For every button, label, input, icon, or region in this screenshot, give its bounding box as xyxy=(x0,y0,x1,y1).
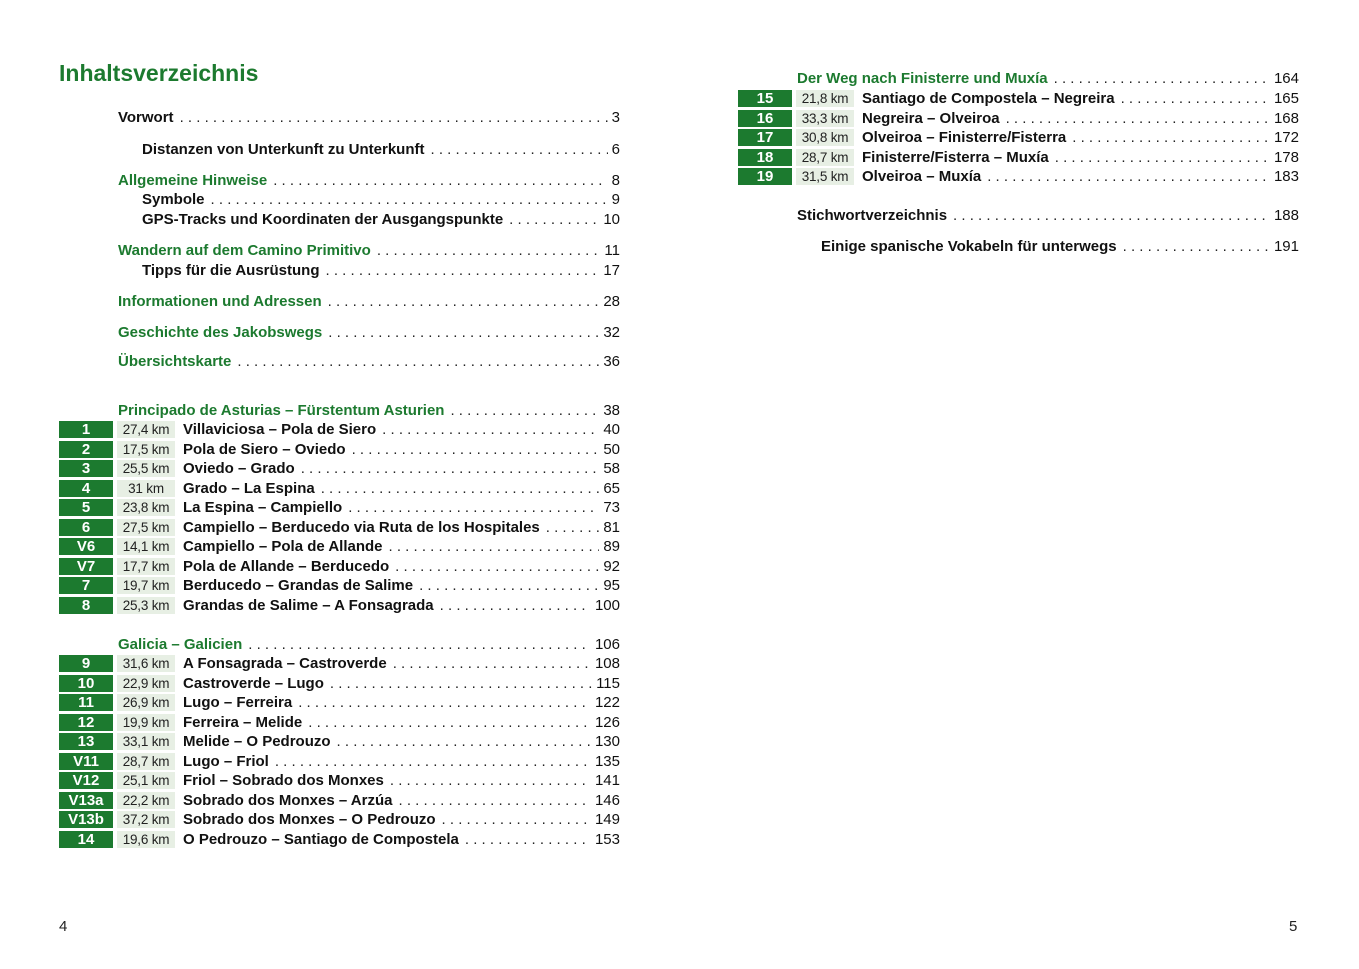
stage-number-badge: 9 xyxy=(59,655,113,672)
stage-label: Finisterre/Fisterra – Muxía xyxy=(862,149,1049,166)
stage-page: 58 xyxy=(603,460,620,477)
dot-leader xyxy=(440,597,591,614)
dot-leader xyxy=(248,635,591,654)
dot-leader xyxy=(298,694,591,711)
stage-page: 130 xyxy=(594,733,620,750)
stage-page: 141 xyxy=(594,772,620,789)
stage-entry[interactable] xyxy=(59,733,620,750)
stage-number-badge: 19 xyxy=(738,168,792,185)
dot-leader xyxy=(431,140,608,159)
stage-distance: 17,7 km xyxy=(117,558,175,575)
toc-entry-label: Tipps für die Ausrüstung xyxy=(142,262,320,279)
toc-entry-label: Einige spanische Vokabeln für unterwegs xyxy=(821,238,1117,255)
toc-entry-page: 17 xyxy=(603,262,620,279)
toc-entry-label: Stichwortverzeichnis xyxy=(797,207,948,224)
stage-number-badge: 3 xyxy=(59,460,113,477)
stage-page: 108 xyxy=(594,655,620,672)
stage-distance: 19,9 km xyxy=(117,714,175,731)
dot-leader xyxy=(1123,237,1270,256)
stage-distance: 19,7 km xyxy=(117,577,175,594)
stage-distance: 33,1 km xyxy=(117,733,175,750)
stage-label: Villaviciosa – Pola de Siero xyxy=(183,421,377,438)
dot-leader xyxy=(390,772,591,789)
toc-entry[interactable] xyxy=(118,635,620,654)
stage-entry[interactable] xyxy=(59,499,620,516)
stage-number-badge: 11 xyxy=(59,694,113,711)
stage-number-badge: V7 xyxy=(59,558,113,575)
toc-entry-page: 36 xyxy=(603,353,620,370)
stage-number-badge: 2 xyxy=(59,441,113,458)
dot-leader xyxy=(465,831,591,848)
stage-distance: 31 km xyxy=(117,480,175,497)
toc-entry-label: Principado de Asturias – Fürstentum Asturien xyxy=(118,402,445,419)
stage-label: Lugo – Ferreira xyxy=(183,694,293,711)
stage-label: Lugo – Friol xyxy=(183,753,269,770)
stage-distance: 31,6 km xyxy=(117,655,175,672)
toc-entry-label: Wandern auf dem Camino Primitivo xyxy=(118,242,371,259)
dot-leader xyxy=(308,714,591,731)
toc-entry[interactable] xyxy=(142,190,620,209)
dot-leader xyxy=(330,675,592,692)
toc-entry-label: Übersichtskarte xyxy=(118,353,232,370)
dot-leader xyxy=(395,558,599,575)
toc-entry-page: 188 xyxy=(1273,207,1299,224)
stage-distance: 26,9 km xyxy=(117,694,175,711)
stage-page: 89 xyxy=(603,538,620,555)
toc-entry[interactable] xyxy=(142,140,620,159)
stage-page: 172 xyxy=(1273,129,1299,146)
stage-number-badge: 15 xyxy=(738,90,792,107)
stage-number-badge: 4 xyxy=(59,480,113,497)
toc-entry-page: 11 xyxy=(604,242,620,259)
dot-leader xyxy=(509,210,599,229)
dot-leader xyxy=(419,577,599,594)
stage-number-badge: V13b xyxy=(59,811,113,828)
stage-page: 135 xyxy=(594,753,620,770)
dot-leader xyxy=(301,460,600,477)
stage-distance: 27,4 km xyxy=(117,421,175,438)
stage-label: Melide – O Pedrouzo xyxy=(183,733,331,750)
stage-page: 168 xyxy=(1273,110,1299,127)
toc-entry[interactable] xyxy=(118,108,620,127)
stage-entry[interactable] xyxy=(738,168,1299,185)
stage-label: Sobrado dos Monxes – Arzúa xyxy=(183,792,393,809)
toc-entry-label: Allgemeine Hinweise xyxy=(118,172,268,189)
stage-entry[interactable] xyxy=(59,714,620,731)
stage-entry[interactable] xyxy=(59,792,620,809)
stage-entry[interactable] xyxy=(59,597,620,614)
stage-entry[interactable] xyxy=(59,831,620,848)
dot-leader xyxy=(953,206,1270,225)
stage-number-badge: 1 xyxy=(59,421,113,438)
toc-entry-page: 9 xyxy=(611,191,620,208)
toc-entry[interactable] xyxy=(118,352,620,371)
stage-page: 126 xyxy=(594,714,620,731)
toc-entry-page: 32 xyxy=(603,324,620,341)
stage-entry[interactable] xyxy=(59,577,620,594)
stage-label: Friol – Sobrado dos Monxes xyxy=(183,772,384,789)
toc-entry-label: GPS-Tracks und Koordinaten der Ausgangspunkte xyxy=(142,211,504,228)
stage-number-badge: 10 xyxy=(59,675,113,692)
toc-entry[interactable] xyxy=(118,323,620,342)
stage-number-badge: 8 xyxy=(59,597,113,614)
stage-entry[interactable] xyxy=(738,129,1299,146)
toc-entry-page: 38 xyxy=(603,402,620,419)
toc-entry[interactable] xyxy=(142,261,620,280)
dot-leader xyxy=(352,441,600,458)
toc-entry[interactable] xyxy=(118,171,620,190)
toc-entry[interactable] xyxy=(118,292,620,311)
stage-number-badge: 14 xyxy=(59,831,113,848)
toc-entry-page: 164 xyxy=(1273,70,1299,87)
stage-entry[interactable] xyxy=(738,90,1299,107)
stage-page: 178 xyxy=(1273,149,1299,166)
stage-distance: 22,2 km xyxy=(117,792,175,809)
stage-label: Berducedo – Grandas de Salime xyxy=(183,577,414,594)
stage-number-badge: V13a xyxy=(59,792,113,809)
stage-distance: 27,5 km xyxy=(117,519,175,536)
stage-number-badge: 12 xyxy=(59,714,113,731)
stage-distance: 25,3 km xyxy=(117,597,175,614)
stage-label: O Pedrouzo – Santiago de Compostela xyxy=(183,831,459,848)
stage-label: Ferreira – Melide xyxy=(183,714,303,731)
stage-page: 115 xyxy=(596,675,620,692)
toc-entry-page: 10 xyxy=(603,211,620,228)
toc-entry-label: Informationen und Adressen xyxy=(118,293,322,310)
stage-entry[interactable] xyxy=(59,811,620,828)
stage-number-badge: V12 xyxy=(59,772,113,789)
dot-leader xyxy=(321,480,600,497)
stage-label: Olveiroa – Finisterre/Fisterra xyxy=(862,129,1067,146)
dot-leader xyxy=(393,655,591,672)
stage-number-badge: V11 xyxy=(59,753,113,770)
stage-page: 146 xyxy=(594,792,620,809)
dot-leader xyxy=(1054,69,1270,88)
stage-distance: 23,8 km xyxy=(117,499,175,516)
dot-leader xyxy=(328,323,599,342)
toc-entry-label: Symbole xyxy=(142,191,205,208)
dot-leader xyxy=(546,519,600,536)
toc-entry[interactable] xyxy=(118,241,620,260)
stage-distance: 31,5 km xyxy=(796,168,854,185)
stage-number-badge: 7 xyxy=(59,577,113,594)
stage-distance: 14,1 km xyxy=(117,538,175,555)
dot-leader xyxy=(450,401,599,420)
dot-leader xyxy=(1121,90,1270,107)
toc-entry[interactable] xyxy=(821,237,1299,256)
stage-distance: 25,5 km xyxy=(117,460,175,477)
stage-entry[interactable] xyxy=(59,441,620,458)
stage-entry[interactable] xyxy=(59,558,620,575)
stage-entry[interactable] xyxy=(59,519,620,536)
stage-page: 50 xyxy=(603,441,620,458)
stage-distance: 21,8 km xyxy=(796,90,854,107)
dot-leader xyxy=(273,171,607,190)
toc-entry-label: Der Weg nach Finisterre und Muxía xyxy=(797,70,1048,87)
toc-entry-page: 28 xyxy=(603,293,620,310)
stage-entry[interactable] xyxy=(59,753,620,770)
toc-entry-label: Galicia – Galicien xyxy=(118,636,243,653)
stage-entry[interactable] xyxy=(59,460,620,477)
stage-distance: 19,6 km xyxy=(117,831,175,848)
dot-leader xyxy=(328,292,600,311)
stage-distance: 25,1 km xyxy=(117,772,175,789)
stage-page: 92 xyxy=(603,558,620,575)
dot-leader xyxy=(377,241,601,260)
stage-label: Castroverde – Lugo xyxy=(183,675,324,692)
stage-distance: 30,8 km xyxy=(796,129,854,146)
stage-entry[interactable] xyxy=(738,110,1299,127)
toc-entry[interactable] xyxy=(797,69,1299,88)
dot-leader xyxy=(442,811,591,828)
stage-distance: 28,7 km xyxy=(117,753,175,770)
stage-label: La Espina – Campiello xyxy=(183,499,343,516)
stage-number-badge: 6 xyxy=(59,519,113,536)
stage-distance: 22,9 km xyxy=(117,675,175,692)
dot-leader xyxy=(211,190,608,209)
stage-label: Campiello – Pola de Allande xyxy=(183,538,383,555)
toc-entry-label: Distanzen von Unterkunft zu Unterkunft xyxy=(142,141,425,158)
stage-page: 40 xyxy=(603,421,620,438)
toc-entry-page: 6 xyxy=(611,141,620,158)
stage-page: 183 xyxy=(1273,168,1299,185)
stage-label: Santiago de Compostela – Negreira xyxy=(862,90,1115,107)
toc-entry[interactable] xyxy=(142,210,620,229)
page-title: Inhaltsverzeichnis xyxy=(59,60,259,86)
toc-entry[interactable] xyxy=(797,206,1299,225)
dot-leader xyxy=(180,108,608,127)
stage-distance: 37,2 km xyxy=(117,811,175,828)
dot-leader xyxy=(1006,110,1270,127)
stage-distance: 28,7 km xyxy=(796,149,854,166)
stage-number-badge: 13 xyxy=(59,733,113,750)
stage-page: 165 xyxy=(1273,90,1299,107)
toc-entry-label: Geschichte des Jakobswegs xyxy=(118,324,323,341)
stage-label: A Fonsagrada – Castroverde xyxy=(183,655,387,672)
dot-leader xyxy=(382,421,599,438)
toc-entry-page: 8 xyxy=(611,172,620,189)
dot-leader xyxy=(237,352,599,371)
stage-page: 65 xyxy=(603,480,620,497)
stage-label: Oviedo – Grado xyxy=(183,460,295,477)
toc-entry-page: 191 xyxy=(1273,238,1299,255)
stage-number-badge: 16 xyxy=(738,110,792,127)
stage-number-badge: V6 xyxy=(59,538,113,555)
stage-entry[interactable] xyxy=(59,655,620,672)
stage-number-badge: 17 xyxy=(738,129,792,146)
dot-leader xyxy=(398,792,590,809)
stage-page: 81 xyxy=(603,519,620,536)
dot-leader xyxy=(348,499,599,516)
stage-label: Olveiroa – Muxía xyxy=(862,168,982,185)
stage-page: 73 xyxy=(603,499,620,516)
toc-entry-page: 106 xyxy=(594,636,620,653)
toc-entry-label: Vorwort xyxy=(118,109,174,126)
stage-page: 95 xyxy=(603,577,620,594)
stage-entry[interactable] xyxy=(738,149,1299,166)
stage-label: Negreira – Olveiroa xyxy=(862,110,1000,127)
stage-entry[interactable] xyxy=(59,694,620,711)
stage-page: 149 xyxy=(594,811,620,828)
stage-page: 100 xyxy=(594,597,620,614)
dot-leader xyxy=(987,168,1270,185)
page-number-left: 4 xyxy=(59,918,68,935)
stage-label: Pola de Allande – Berducedo xyxy=(183,558,390,575)
stage-page: 122 xyxy=(594,694,620,711)
stage-label: Campiello – Berducedo via Ruta de los Hospitales xyxy=(183,519,540,536)
stage-entry[interactable] xyxy=(59,675,620,692)
stage-distance: 17,5 km xyxy=(117,441,175,458)
page-number-right: 5 xyxy=(1289,918,1298,935)
stage-number-badge: 5 xyxy=(59,499,113,516)
stage-entry[interactable] xyxy=(59,772,620,789)
dot-leader xyxy=(389,538,600,555)
toc-entry-page: 3 xyxy=(611,109,620,126)
stage-entry[interactable] xyxy=(59,480,620,497)
stage-entry[interactable] xyxy=(59,421,620,438)
stage-distance: 33,3 km xyxy=(796,110,854,127)
toc-entry[interactable] xyxy=(118,401,620,420)
dot-leader xyxy=(1072,129,1270,146)
stage-number-badge: 18 xyxy=(738,149,792,166)
stage-label: Grado – La Espina xyxy=(183,480,315,497)
dot-leader xyxy=(326,261,600,280)
stage-label: Pola de Siero – Oviedo xyxy=(183,441,346,458)
dot-leader xyxy=(275,753,591,770)
dot-leader xyxy=(337,733,591,750)
stage-label: Sobrado dos Monxes – O Pedrouzo xyxy=(183,811,436,828)
dot-leader xyxy=(1055,149,1270,166)
stage-label: Grandas de Salime – A Fonsagrada xyxy=(183,597,434,614)
stage-page: 153 xyxy=(594,831,620,848)
stage-entry[interactable] xyxy=(59,538,620,555)
